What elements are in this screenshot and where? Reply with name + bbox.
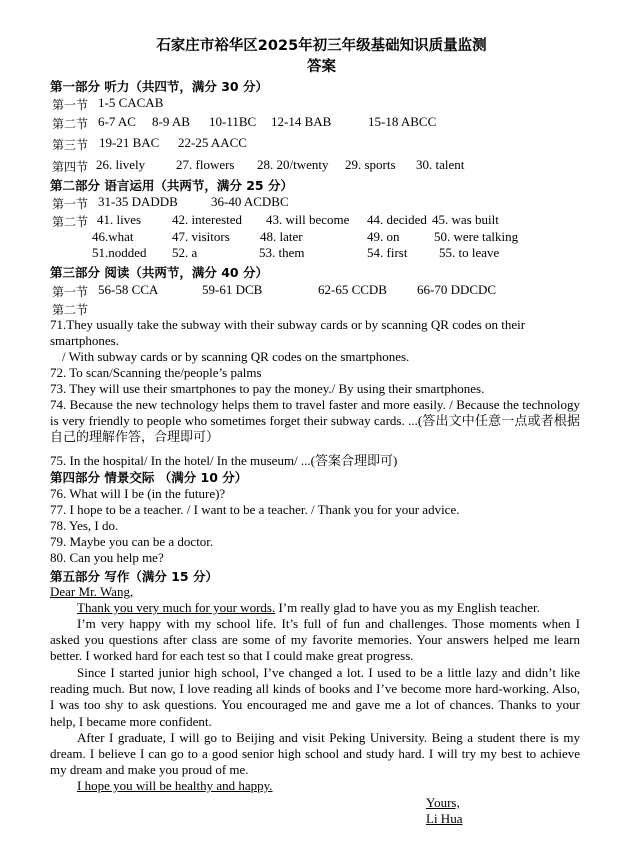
answer-cell: 51.nodded	[92, 245, 147, 260]
answer-73: 73. They will use their smartphones to pay the money./ By using their smartphones.	[50, 381, 485, 396]
answer-cell: 55. to leave	[439, 245, 500, 260]
answer-cell: 52. a	[172, 245, 198, 260]
answer-76: 76. What will I be (in the future)?	[50, 486, 226, 501]
part1-heading: 第一部分 听力（共四节，满分 30 分）	[50, 79, 268, 94]
document-title: 石家庄市裕华区2025年初三年级基础知识质量监测	[156, 38, 487, 54]
answer-77: 77. I hope to be a teacher. / I want to be a teacher. / Thank you for your advice.	[50, 502, 460, 517]
answer-cell: 19-21 BAC	[99, 135, 160, 150]
answer-cell: 6-7 AC	[98, 114, 136, 129]
answer-75: 75. In the hospital/ In the hotel/ In the museum/ ...(答案合理即可)	[50, 453, 398, 468]
answer-cell: 1-5 CACAB	[98, 95, 164, 110]
part2-section1-label: 第一节	[52, 197, 89, 211]
answer-cell: 44. decided	[367, 212, 427, 227]
answer-cell: 47. visitors	[172, 229, 230, 244]
letter-paragraph-3: Since I started junior high school, I’ve changed a lot. I used to be a little lazy and didn’t like reading much. But now, I love reading all kinds of books and I’ve become more hard-working. Also, I was too shy to ask questions. You encouraged me and gave me a lot of chances. Thanks to your help, I became more confident.	[50, 665, 580, 729]
letter-paragraph-4: After I graduate, I will go to Beijing and visit Peking University. Being a student there is my dream. I believe I can go to a good senior high school and study hard. I will try my best to achieve my dream and make you proud of me.	[50, 730, 580, 778]
answer-cell: 12-14 BAB	[271, 114, 332, 129]
answer-cell: 28. 20/twenty	[257, 157, 329, 172]
letter-paragraph-5: I hope you will be healthy and happy.	[77, 778, 273, 793]
answer-cell: 31-35 DADDB	[98, 194, 178, 209]
letter-paragraph-1	[50, 600, 580, 616]
answer-71: 71.They usually take the subway with their subway cards or by scanning QR codes on their	[50, 317, 526, 332]
answer-cell: 29. sports	[345, 157, 396, 172]
part3-section1-label: 第一节	[52, 285, 89, 299]
answer-cell: 41. lives	[97, 212, 142, 227]
answer-cell: 27. flowers	[176, 157, 235, 172]
part4-heading: 第四部分 情景交际 （满分 10 分）	[50, 470, 248, 485]
part1-section1-label: 第一节	[52, 98, 89, 112]
answer-72: 72. To scan/Scanning the/people’s palms	[50, 365, 262, 380]
answer-cell: 26. lively	[96, 157, 146, 172]
answer-cell: 49. on	[367, 229, 400, 244]
answer-80: 80. Can you help me?	[50, 550, 164, 565]
part2-section2-label: 第二节	[52, 215, 89, 229]
letter-salutation: Dear Mr. Wang,	[50, 584, 134, 599]
letter-closing: Yours,	[426, 795, 460, 810]
answer-cell: 22-25 AACC	[178, 135, 247, 150]
answer-cell: 36-40 ACDBC	[211, 194, 289, 209]
answer-cell: 45. was built	[432, 212, 499, 227]
answer-cell: 66-70 DDCDC	[417, 282, 497, 297]
part5-heading: 第五部分 写作（满分 15 分）	[50, 569, 218, 584]
answer-cell: 10-11BC	[209, 114, 257, 129]
document-subtitle: 答案	[307, 59, 336, 75]
answer-71-cont: smartphones.	[50, 333, 119, 348]
answer-cell: 62-65 CCDB	[318, 282, 387, 297]
answer-cell: 8-9 AB	[152, 114, 190, 129]
answer-79: 79. Maybe you can be a doctor.	[50, 534, 214, 549]
letter-paragraph-2: I’m very happy with my school life. It’s full of fun and challenges. Those moments when I asked you questions after class are some of my favorite memories. Your answers helped me learn better. I worked hard for each test so that I could make great progress.	[50, 616, 580, 664]
answer-cell: 42. interested	[172, 212, 243, 227]
answer-cell: 53. them	[259, 245, 305, 260]
answer-cell: 30. talent	[416, 157, 465, 172]
answer-cell: 54. first	[367, 245, 408, 260]
answer-74: 74. Because the new technology helps them to travel faster and more easily. / Because the technology is very friendly to people who sometimes forget their subway cards. ...(答出文中任意一点或者根据自己的理解作答，合理即可）	[50, 397, 580, 445]
part3-section2-label: 第二节	[52, 303, 89, 317]
answer-cell: 48. later	[260, 229, 303, 244]
answer-cell: 59-61 DCB	[202, 282, 263, 297]
answer-cell: 56-58 CCA	[98, 282, 159, 297]
answer-cell: 43. will become	[266, 212, 350, 227]
answer-cell: 15-18 ABCC	[368, 114, 437, 129]
answer-71-alt: / With subway cards or by scanning QR codes on the smartphones.	[62, 349, 410, 364]
letter-signature: Li Hua	[426, 811, 463, 826]
part2-heading: 第二部分 语言运用（共两节，满分 25 分）	[50, 178, 293, 193]
part3-heading: 第三部分 阅读（共两节，满分 40 分）	[50, 265, 268, 280]
part1-section3-label: 第三节	[52, 138, 89, 152]
answer-cell: 46.what	[92, 229, 134, 244]
part1-section4-label: 第四节	[52, 160, 89, 174]
underlined-sentence: Thank you very much for your words.	[77, 600, 276, 615]
paragraph-text: I’m really glad to have you as my English teacher.	[275, 600, 540, 615]
answer-cell: 50. were talking	[434, 229, 519, 244]
answer-78: 78. Yes, I do.	[50, 518, 119, 533]
part1-section2-label: 第二节	[52, 117, 89, 131]
